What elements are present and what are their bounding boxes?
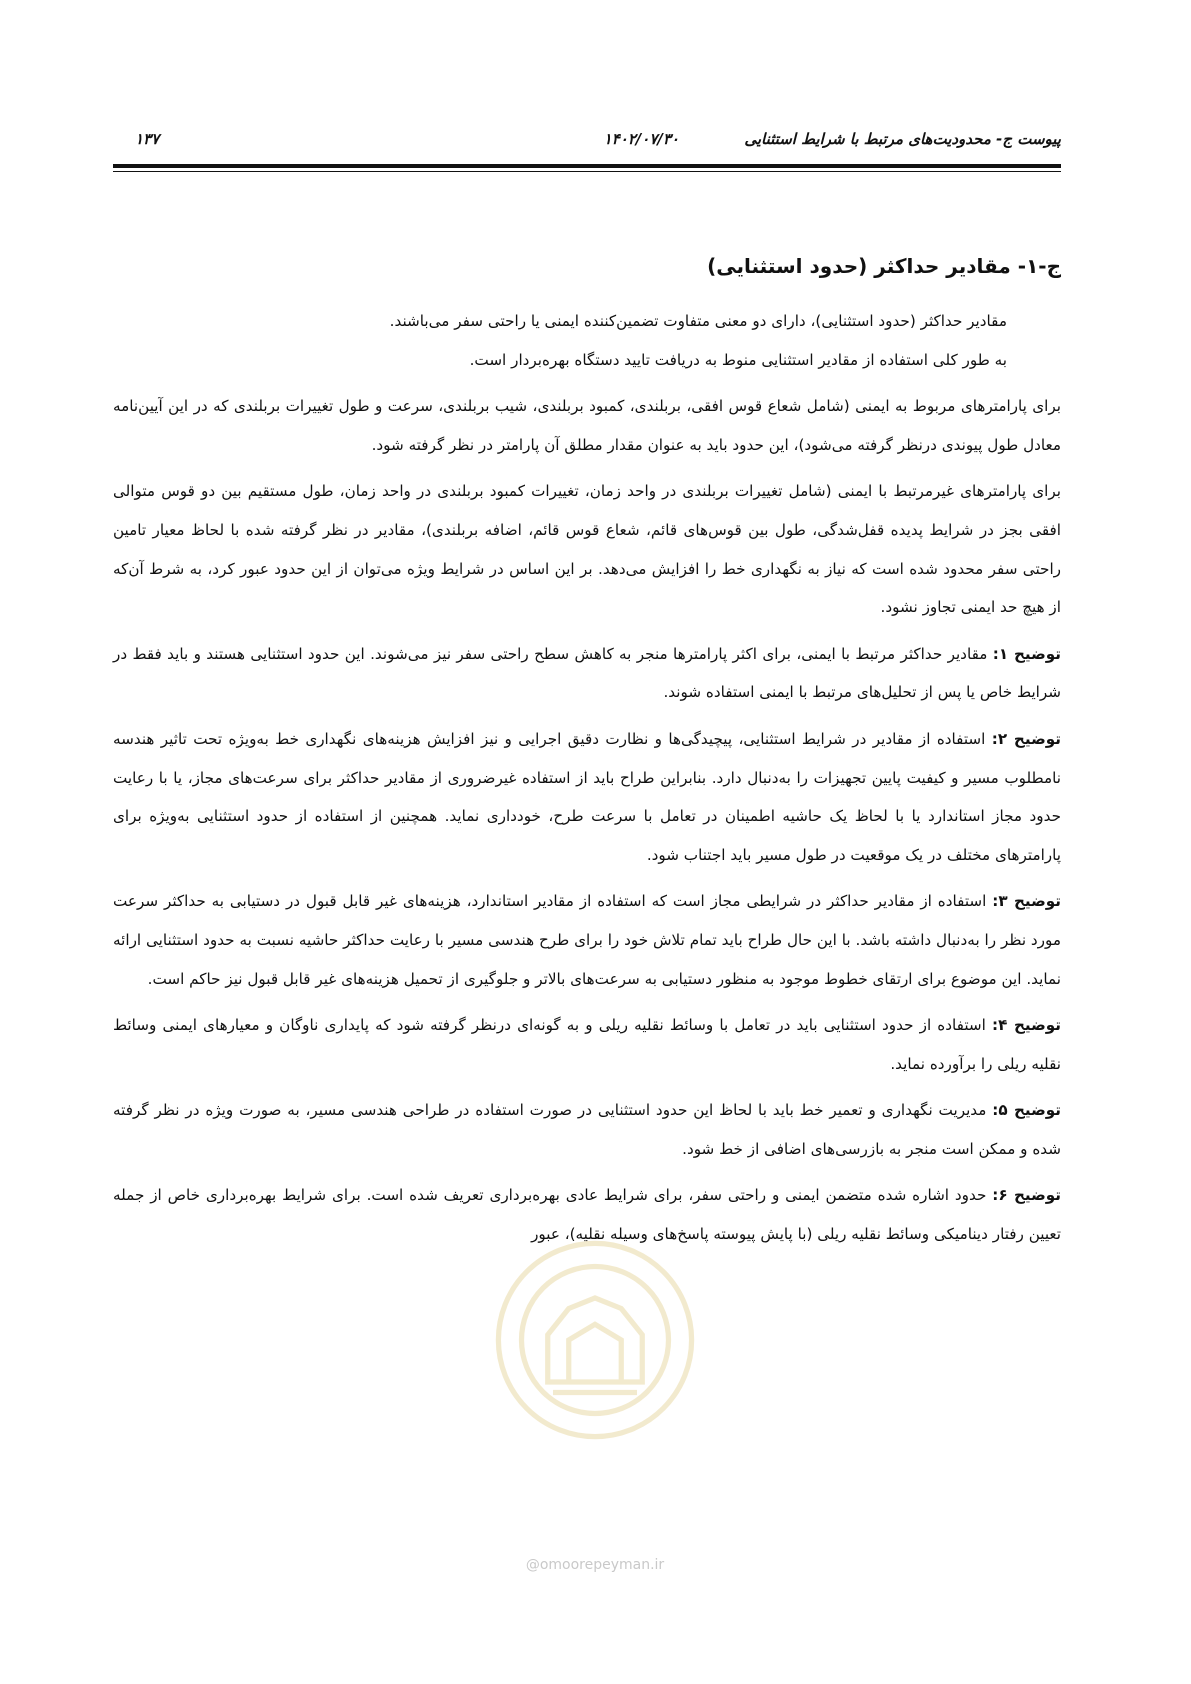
note-label: توضیح ۶:	[992, 1186, 1061, 1205]
header-rule-thick	[113, 164, 1061, 168]
note-3	[113, 882, 1061, 998]
paragraph-intro-1: مقادیر حداکثر (حدود استثنایی)، دارای دو معنی متفاوت تضمین‌کننده ایمنی یا راحتی سفر می‌باشند.	[389, 312, 1007, 330]
paragraph-safety-parameters: برای پارامترهای مربوط به ایمنی (شامل شعاع قوس افقی، بربلندی، کمبود بربلندی، شیب بربلندی، سرعت و طول تغییرات بربلندی که در این آیین‌نامه معادل طول پیوندی درنظر گرفته می‌شود)، این حدود باید به عنوان مقدار مطلق آن پارامتر در نظر گرفته شود.	[113, 397, 1061, 454]
note-6	[113, 1176, 1061, 1253]
note-label: توضیح ۵:	[992, 1101, 1062, 1120]
note-text: مقادیر حداکثر مرتبط با ایمنی، برای اکثر پارامترها منجر به کاهش سطح راحتی سفر نیز می‌شوند. این حدود استثنایی هستند و باید فقط در شرایط خاص یا پس از تحلیل‌های مرتبط با ایمنی استفاده شوند.	[113, 644, 1061, 702]
note-label: توضیح ۴:	[992, 1016, 1061, 1035]
page-number: ۱۳۷	[135, 130, 160, 148]
note-4	[113, 1006, 1061, 1083]
note-label: توضیح ۱:	[992, 644, 1061, 663]
note-label: توضیح ۲:	[991, 729, 1061, 748]
note-1	[113, 635, 1061, 712]
paragraph-intro-2: به طور کلی استفاده از مقادیر استثنایی منوط به دریافت تایید دستگاه بهره‌بردار است.	[469, 350, 1007, 369]
note-2	[113, 720, 1061, 874]
section-heading: ج-۱- مقادیر حداکثر (حدود استثنایی)	[707, 254, 1061, 278]
header-title: پیوست ج- محدودیت‌های مرتبط با شرایط استثنایی	[744, 130, 1061, 148]
note-label: توضیح ۳:	[992, 892, 1062, 911]
paragraph-non-safety-parameters: برای پارامترهای غیرمرتبط با ایمنی (شامل تغییرات بربلندی در واحد زمان، تغییرات کمبود بربلندی در واحد زمان، طول مستقیم بین دو قوس متوالی افقی بجز در شرایط پدیده قفل‌شدگی، طول بین قوس‌های قائم، شعاع قوس قائم، اضافه بربلندی)، مقادیر در نظر گرفته شده با لحاظ معیار تامین راحتی سفر محدود شده است که نیاز به نگهداری خط را افزایش می‌دهد. بر این اساس در شرایط ویژه می‌توان از این حدود عبور کرد، به شرط آن‌که از هیچ حد ایمنی تجاوز نشود.	[113, 482, 1061, 617]
note-text: استفاده از حدود استثنایی باید در تعامل با وسائط نقلیه ریلی و به گونه‌ای درنظر گرفته شود که پایداری ناوگان و معیارهای ایمنی وسائط نقلیه ریلی را برآورده نماید.	[113, 1016, 1061, 1073]
header-date: ۱۴۰۲/۰۷/۳۰	[603, 130, 679, 148]
document-body	[113, 250, 1061, 1262]
seal-logo-icon	[490, 1235, 700, 1445]
note-text: استفاده از مقادیر در شرایط استثنایی، پیچیدگی‌ها و نظارت دقیق اجرایی و نیز افزایش هزینه‌های نگهداری خط به‌ویژه تحت تاثیر هندسه نامطلوب مسیر و کیفیت پایین تجهیزات را به‌دنبال دارد. بنابراین طراح باید از استفاده غیرضروری از مقادیر حداکثر برای سرعت‌های مجاز، یا با رعایت حدود مجاز استاندارد یا با لحاظ یک حاشیه اطمینان در تعامل با سرعت طرح، خودداری نماید. همچنین از استفاده از حدود استثنایی به‌ویژه برای پارامترهای مختلف در یک موقعیت در طول مسیر باید اجتناب شود.	[113, 729, 1061, 864]
note-text: مدیریت نگهداری و تعمیر خط باید با لحاظ این حدود استثنایی در صورت استفاده در طراحی هندسی مسیر، به صورت ویژه در نظر گرفته شده و ممکن است منجر به بازرسی‌های اضافی از خط شود.	[113, 1101, 1061, 1158]
page-header	[113, 126, 1061, 154]
watermark-text: @omoorepeyman.ir	[525, 1557, 665, 1573]
header-rule-thin	[113, 171, 1061, 172]
note-5	[113, 1091, 1061, 1168]
note-text: استفاده از مقادیر حداکثر در شرایطی مجاز است که استفاده از مقادیر استاندارد، هزینه‌های غیر قابل قبول در دستیابی به حداکثر سرعت مورد نظر را به‌دنبال داشته باشد. با این حال طراح باید تمام تلاش خود را برای طرح هندسی مسیر با رعایت حداکثر حاشیه نسبت به حدود استثنایی ارائه نماید. این موضوع برای ارتقای خطوط موجود به منظور دستیابی به سرعت‌های بالاتر و جلوگیری از تحمیل هزینه‌های غیر قابل قبول نیز حاکم است.	[113, 892, 1061, 988]
note-text: حدود اشاره شده متضمن ایمنی و راحتی سفر، برای شرایط عادی بهره‌برداری تعریف شده است. برای شرایط بهره‌برداری خاص از جمله تعیین رفتار دینامیکی وسائط نقلیه ریلی (با پایش پیوسته پاسخ‌های وسیله نقلیه)، عبور	[113, 1186, 1061, 1244]
